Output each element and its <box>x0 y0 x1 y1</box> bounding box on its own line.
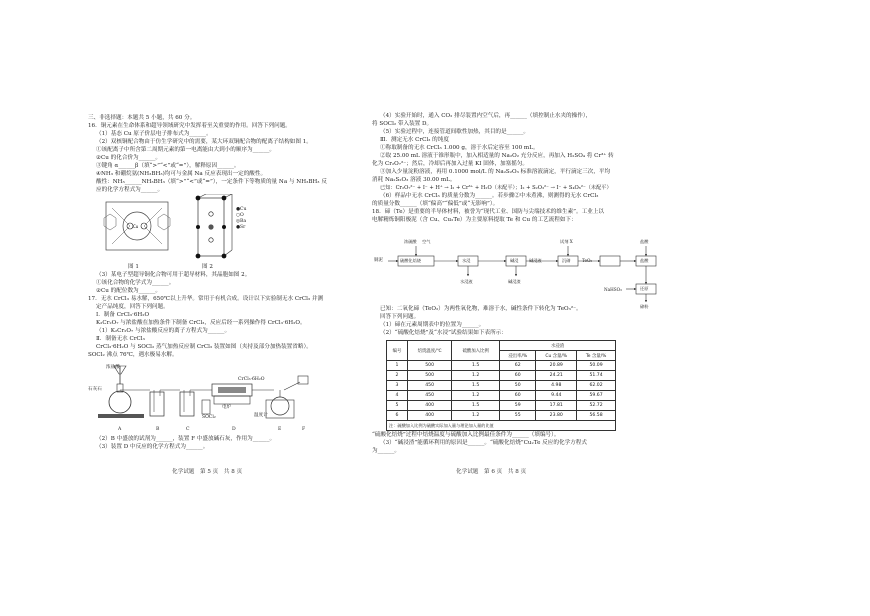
question-text: Ⅱ．制备无水 CrCl₃ <box>96 336 145 342</box>
table-cell: 62.02 <box>577 381 616 391</box>
question-text: Ⅰ．制备 CrCl₃·6H₂O <box>96 312 150 318</box>
table-cell: 450 <box>408 381 452 391</box>
apparatus-diagram <box>94 362 314 434</box>
flow-box-label: 盐酸 <box>640 258 649 263</box>
page-footer: 化学试题 第 5 页 共 8 页 <box>172 469 243 475</box>
flow-box-label: 碱浸液 <box>529 258 542 263</box>
table-cell: 9.44 <box>536 391 577 401</box>
question-text: （1）碲在元素周期表中的位置为______。 <box>380 322 485 328</box>
question-text: 电解精炼铜阳极泥（含 Cu、Cu₂Te）为主要原料提取 Te 和 Cu 的工艺流程如下： <box>372 217 577 223</box>
apparatus-label-crcl3: CrCl₃·6H₂O <box>238 377 265 382</box>
table-cell: 5 <box>387 401 408 411</box>
table-cell: 1 <box>387 361 408 371</box>
page-footer: 化学试题 第 6 页 共 8 页 <box>456 469 527 475</box>
table-cell: 400 <box>408 411 452 421</box>
flow-output-label: 碲粉 <box>640 304 649 309</box>
table-cell: 450 <box>408 391 452 401</box>
table-row <box>387 411 616 421</box>
figure-2-caption: 图 2 <box>202 264 213 270</box>
table-header-row <box>387 341 616 351</box>
apparatus-letter: D <box>232 427 236 432</box>
figure-2-legend-item: ◎Ba <box>236 219 247 224</box>
flow-box-label: 水浸 <box>462 258 471 263</box>
table-cell: 52.72 <box>577 401 616 411</box>
figure-1-complex-structure <box>100 196 178 264</box>
table-note-row <box>387 421 616 431</box>
figure-2-unit-cell <box>184 194 247 264</box>
table-group-header: 水浸渣 <box>500 341 616 351</box>
question-text: 17．无水 CrCl₃ 易水解，650℃以上升华。常用于有机合成。设计以下实验制无水 CrCl₃ 并测 <box>88 296 324 302</box>
flow-input-label: 空气 <box>422 239 431 244</box>
svg-text:Cu: Cu <box>133 224 139 229</box>
apparatus-letter: A <box>118 427 122 432</box>
question-text: （6）样品中无水 CrCl₃ 的质量分数为______。若步骤②中未煮沸，则测得的无水 CrCl₃ <box>380 193 599 199</box>
question-text: 的质量分数______（填“偏高”“偏低”或“无影响”）。 <box>372 201 499 207</box>
question-text: 18．碲（Te）是重要的半导体材料，被誉为“现代工业、国防与尖端技术的维生素”。工业上以 <box>372 209 605 215</box>
process-flow-diagram <box>374 240 674 306</box>
figure-2-legend-item: ○O <box>236 213 244 218</box>
apparatus-letter: C <box>186 427 190 432</box>
question-text: CrCl₃·6H₂O 与 SOCl₂ 蒸气加热反应制 CrCl₃ 装置如图（夹持及部分加热装置省略）。 <box>96 344 312 350</box>
flow-box-label: 沉碲 <box>562 258 571 263</box>
question-text: （4）实验开始时，通入 CO₂ 排尽装置内空气后，再______（填控制止水夹的操作）， <box>380 113 592 119</box>
apparatus-letter: E <box>278 427 282 432</box>
table-cell: 59.67 <box>577 391 616 401</box>
question-text: ①该配离子中所含第二周期元素的第一电离能由大到小的顺序为______。 <box>96 147 276 153</box>
question-text: （3）“碱浸渣”能循环利用的原因是______。“硫酸化焙烧”Cu₂Te 反应的化学方程式 <box>380 440 587 446</box>
question-text: ①称取制备的无水 CrCl₃ 1.000 g，溶于水后定容至 100 mL。 <box>380 145 539 151</box>
question-text: （2）双核铜配合物由于仿生学研究中的需要，某大环双铜配合物的配离子结构如图 1。 <box>96 139 312 145</box>
question-text: （3）某电子型超导铜化合物可用于超导材料，其晶胞如图 2。 <box>96 272 251 278</box>
table-cell: 60 <box>500 371 536 381</box>
flow-input-label: NaHSO₃ <box>604 287 622 292</box>
question-text: ①该化合物的化学式为______。 <box>96 280 175 286</box>
question-text: 已知：Cr₂O₇²⁻ + I⁻ + H⁺ → I₂ + Cr³⁺ + H₂O（未配平）；I₂ + S₂O₃²⁻ → I⁻ + S₄O₆²⁻（未配平） <box>380 185 612 191</box>
flow-box-label: 硫酸化焙烧 <box>400 258 421 263</box>
question-text: 消耗 Na₂S₂O₃ 溶液 30.00 mL。 <box>372 177 456 183</box>
flow-box-label: 碱浸 <box>510 258 519 263</box>
question-text: SOCl₂ 沸点 76℃，遇水极易水解。 <box>88 352 178 358</box>
right-exam-page <box>372 0 702 616</box>
table-header-cell: Te 含量/% <box>577 351 616 361</box>
figure-1-caption: 图 1 <box>128 264 139 270</box>
question-text: ②取 25.00 mL 溶液于锥形瓶中，加入相适量的 Na₂O₂ 充分反应，再加入 H₂SO₄ 将 Cr³⁺ 转 <box>380 153 614 159</box>
table-cell: 59 <box>500 401 536 411</box>
question-text: ④NH₃ 和硼烷氨(NH₃BH₃)均可与金属 Na 反应表现出一定的酸性。 <box>96 171 267 177</box>
question-text: （5）实验过程中，连接管道间歇性加热，其目的是______。 <box>380 129 529 135</box>
table-row <box>387 371 616 381</box>
question-text: （3）装置 D 中反应的化学方程式为______。 <box>96 444 209 450</box>
question-text: 化为 Cr₂O₇²⁻；然后，冷却后再加入过量 KI 固体，加塞摇匀。 <box>372 161 529 167</box>
table-cell: 500 <box>408 361 452 371</box>
apparatus-label-socl2: SOCl₂ <box>202 415 216 420</box>
table-cell: 1.2 <box>452 391 500 401</box>
apparatus-letter: B <box>156 427 160 432</box>
table-row <box>387 361 616 371</box>
figure-2-legend-item: ●Sr <box>236 225 246 230</box>
roasting-results-table <box>386 340 616 431</box>
question-text: 回答下列问题。 <box>380 314 420 320</box>
question-text: （2）B 中盛放的试剂为______，装置 F 中盛放碱石灰，作用为______。 <box>96 436 276 442</box>
table-cell: 3 <box>387 381 408 391</box>
table-cell: 20.89 <box>536 361 577 371</box>
table-cell: 500 <box>408 371 452 381</box>
table-header-cell: 编号 <box>387 341 408 361</box>
question-text: ③加入少量淀粉溶液，再用 0.1000 mol/L 的 Na₂S₂O₃ 标准溶液滴定，平行滴定三次，平均 <box>380 169 611 175</box>
question-text: （1）基态 Cu 原子价层电子排布式为______。 <box>96 131 212 137</box>
apparatus-label-heater: 电炉 <box>222 405 232 410</box>
flow-input-label: 试剂 X <box>560 239 573 244</box>
question-text: ③键角 α______β（填“>”“<”或“=”），解释原因______。 <box>96 163 240 169</box>
question-text: 酸性：NH₃______NH₃BH₃（填“>”“<”或“=”），一定条件下等物质的量 Na 与 NH₃BH₃ 反 <box>96 179 327 185</box>
table-header-cell: 硫酸加入比例 <box>452 341 500 361</box>
section-heading: 三、非选择题：本题共 5 小题，共 60 分。 <box>88 115 196 121</box>
table-cell: 17.81 <box>536 401 577 411</box>
table-cell: 24.21 <box>536 371 577 381</box>
question-text: （2）“硫酸化焙烧”及“水浸”试验结果如下表所示： <box>380 330 507 336</box>
table-cell: 400 <box>408 401 452 411</box>
apparatus-letter: F <box>302 427 306 432</box>
table-cell: 1.5 <box>452 401 500 411</box>
table-row <box>387 381 616 391</box>
question-text: ②Cu 的化合价为______。 <box>96 155 162 161</box>
flow-output-label: 碱浸渣 <box>508 279 521 284</box>
figure-2-legend-item: ●Cu <box>236 207 247 212</box>
apparatus-label-reagent: 石灰石 <box>88 387 102 392</box>
table-header-cell: Cu 含量/% <box>536 351 577 361</box>
question-text: 将 SOCl₂ 带入装置 D。 <box>372 121 433 127</box>
flow-box-label: TeO₂ <box>582 258 593 263</box>
table-cell: 56.58 <box>577 411 616 421</box>
apparatus-label-sensor: 温度计 <box>254 413 268 418</box>
table-cell: 6 <box>387 411 408 421</box>
table-header-cell: 焙烧温度/℃ <box>408 341 452 361</box>
question-text: 定产品纯度，回答下列问题。 <box>96 304 169 310</box>
question-text: 16．铜元素在生命体系和超导领域研究中发挥着至关重要的作用。回答下列问题。 <box>88 123 291 129</box>
table-cell: 50.09 <box>577 361 616 371</box>
table-row <box>387 401 616 411</box>
table-note: 注：硫酸加入比例为硫酸实际加入量与理论加入量的比值 <box>387 421 616 431</box>
table-cell: 62 <box>500 361 536 371</box>
flow-input-label: 盐酸 <box>640 239 649 244</box>
table-cell: 50 <box>500 381 536 391</box>
left-exam-page <box>88 0 388 616</box>
table-cell: 4 <box>387 391 408 401</box>
question-text: 为______。 <box>372 448 400 454</box>
table-row <box>387 391 616 401</box>
flow-input-label: 浓硫酸 <box>404 239 417 244</box>
question-text: K₂Cr₂O₇ 与浓盐酸在加热条件下制备 CrCl₃，反应后经一系列操作得 CrCl₃·6H₂O。 <box>96 320 306 326</box>
table-cell: 1.5 <box>452 381 500 391</box>
table-cell: 1.2 <box>452 411 500 421</box>
question-text: （1）K₂Cr₂O₇ 与浓盐酸反应的离子方程式为______。 <box>96 328 231 334</box>
table-header-cell: 浸出率/% <box>500 351 536 361</box>
table-cell: 60 <box>500 391 536 401</box>
table-cell: 55 <box>500 411 536 421</box>
table-cell: 23.80 <box>536 411 577 421</box>
question-text: 已知：二氧化碲（TeO₂）为两性氧化物，难溶于水，碱性条件下转化为 TeO₃²⁻。 <box>380 306 582 312</box>
table-cell: 4.98 <box>536 381 577 391</box>
flow-output-label: 水浸液 <box>460 279 473 284</box>
table-cell: 51.74 <box>577 371 616 381</box>
flow-box-label: 还原 <box>640 286 649 291</box>
apparatus-label-acid: 浓盐酸 <box>106 365 120 370</box>
question-text: “硫酸化焙烧”过程中焙烧温度与硫酸加入比例最佳条件为______（填编号）。 <box>372 432 560 438</box>
question-text: Ⅲ．测定无水 CrCl₃ 的纯度 <box>380 137 449 143</box>
table-cell: 2 <box>387 371 408 381</box>
flow-start-label: 铜泥 <box>374 258 383 263</box>
table-cell: 1.2 <box>452 371 500 381</box>
question-text: ②Cu 的配位数为______。 <box>96 288 162 294</box>
question-text: 应的化学方程式为______。 <box>96 187 164 193</box>
table-cell: 1.5 <box>452 361 500 371</box>
